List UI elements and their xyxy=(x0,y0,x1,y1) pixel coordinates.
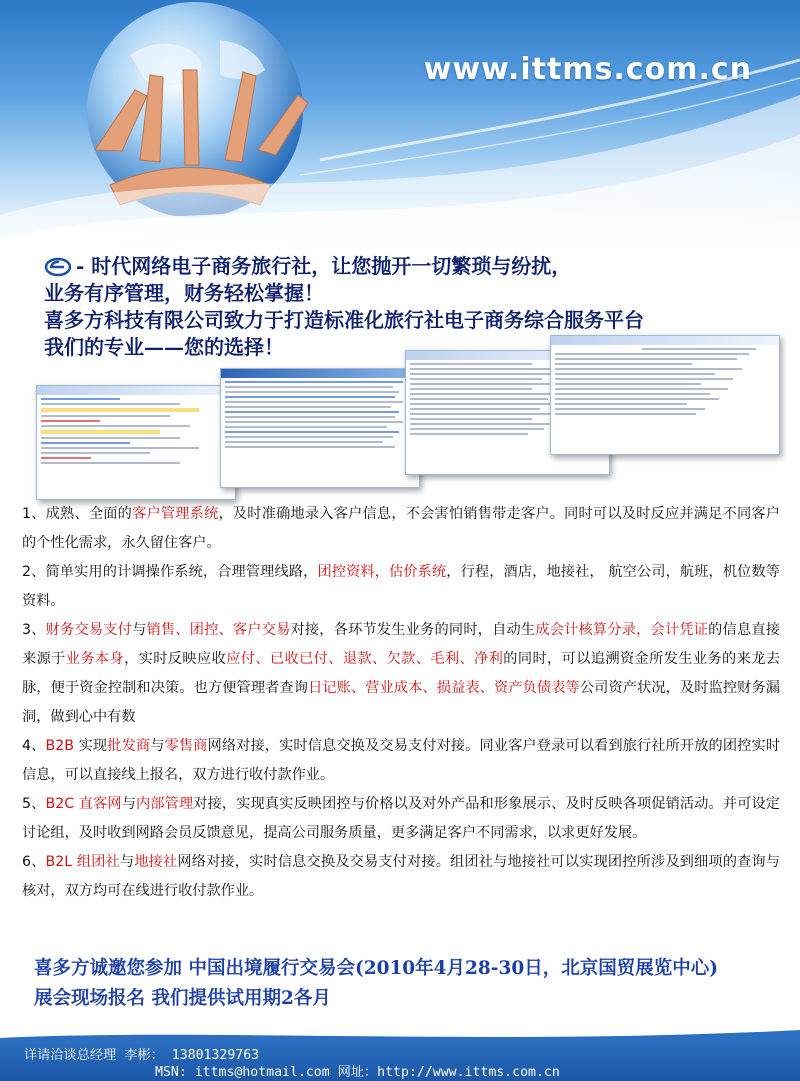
highlight-term: 地接社 xyxy=(134,854,178,870)
feature-text: 与 xyxy=(119,854,135,870)
globe-hands-graphic xyxy=(0,0,800,250)
feature-text: ，及时准确地录入客户信息，不会害怕销售带走客户。同时可以及时反应并满足不同客户的个性化需求，永久留住客户。 xyxy=(22,506,780,551)
e-logo-icon xyxy=(44,256,72,278)
highlight-term: 日记账、营业成本、损益表、资产负债表等 xyxy=(308,680,580,696)
highlight-term: 内部管理 xyxy=(136,796,194,812)
screenshot-report xyxy=(550,335,780,455)
contact-manager-phone: 详请洽谈总经理 李彬： 13801329763 xyxy=(24,1048,260,1063)
feature-item xyxy=(22,558,780,616)
highlight-term: 团控资料，估价系统 xyxy=(317,564,447,580)
feature-text: 网络对接，实时信息交换及交易支付对接。同业客户登录可以看到旅行社所开放的团控实时信息，可以直接线上报名，双方进行收付款作业。 xyxy=(22,738,780,783)
screenshot-group-list xyxy=(220,368,420,488)
feature-text: 实现 xyxy=(73,738,108,754)
feature-item xyxy=(22,616,780,732)
invitation-line-2: 展会现场报名 我们提供试用期2各月 xyxy=(34,988,331,1009)
feature-text: 与 xyxy=(132,622,147,638)
slogan-line-4: 我们的专业——您的选择！ xyxy=(44,335,284,359)
feature-item xyxy=(22,848,780,906)
feature-text: ，实时反映应收 xyxy=(124,651,227,667)
highlight-term: 客户管理系统 xyxy=(132,506,219,522)
feature-text: 的信息直接来源于 xyxy=(22,622,780,667)
highlight-term: 业务本身 xyxy=(65,651,125,667)
feature-text: 公司资产状况，及时监控财务漏洞，做到心中有数 xyxy=(22,680,780,725)
slogan-line-1 xyxy=(44,253,794,280)
contact-footer xyxy=(0,1038,800,1081)
feature-text: 5、 xyxy=(22,796,46,812)
header-banner xyxy=(0,0,800,250)
site-url[interactable]: www.ittms.com.cn xyxy=(423,52,752,87)
feature-text: 4、 xyxy=(22,738,46,754)
slogan-line-2: 业务有序管理，财务轻松掌握！ xyxy=(44,281,324,305)
highlight-term: 批发商 xyxy=(107,738,151,754)
highlight-term: 零售商 xyxy=(164,738,208,754)
highlight-term: B2B xyxy=(45,738,74,754)
feature-text: 的同时，可以追溯资金所发生业务的来龙去脉，便于资金控制和决策。也方便管理者查询 xyxy=(22,651,780,696)
feature-item xyxy=(22,500,780,558)
feature-text: ，行程，酒店，地接社， 航空公司，航班，机位数等资料。 xyxy=(22,564,780,609)
invitation-line-1: 喜多方诚邀您参加 中国出境履行交易会(2010年4月28-30日，北京国贸展览中心) xyxy=(34,958,718,979)
feature-text: 与 xyxy=(150,738,165,754)
highlight-term: 应付、已收已付、退款、欠款、毛利、净利 xyxy=(226,651,504,667)
screenshot-customer xyxy=(36,385,236,500)
feature-list xyxy=(22,500,780,906)
feature-text: 与 xyxy=(121,796,137,812)
feature-text: 对接，实现真实反映团控与价格以及对外产品和形象展示、及时反映各项促销活动。并可设定讨论组，及时收到网路会员反馈意见，提高公司服务质量，更多满足客户不同需求，以求更好发展。 xyxy=(22,796,780,841)
feature-item xyxy=(22,790,780,848)
exhibition-invitation xyxy=(34,954,794,1014)
feature-text: 3、 xyxy=(22,622,46,638)
highlight-term: 销售、团控、客户交易 xyxy=(146,622,291,638)
highlight-term: B2L 组团社 xyxy=(45,854,120,870)
feature-text: 2、简单实用的计调操作系统，合理管理线路， xyxy=(22,564,318,580)
slogan-text-1: - 时代网络电子商务旅行社，让您抛开一切繁琐与纷扰， xyxy=(76,254,572,278)
contact-msn-website[interactable]: MSN: ittms@hotmail.com 网址：http://www.ittms.com.cn xyxy=(155,1065,560,1080)
feature-text: 网络对接，实时信息交换及交易支付对接。组团社与地接社可以实现团控所涉及到细项的查询与核对，双方均可在线进行收付款作业。 xyxy=(22,854,780,899)
feature-text: 1、成熟、全面的 xyxy=(22,506,133,522)
slogan-line-3: 喜多方科技有限公司致力于打造标准化旅行社电子商务综合服务平台 xyxy=(44,308,644,332)
feature-text: 对接，各环节发生业务的同时，自动生 xyxy=(290,622,536,638)
software-screenshot-collage xyxy=(0,335,800,495)
highlight-term: 成会计核算分录，会计凭证 xyxy=(535,622,709,638)
feature-text: 6、 xyxy=(22,854,46,870)
feature-item xyxy=(22,732,780,790)
footer-wave xyxy=(0,1024,800,1044)
highlight-term: 财务交易支付 xyxy=(45,622,133,638)
highlight-term: B2C 直客网 xyxy=(45,796,122,812)
